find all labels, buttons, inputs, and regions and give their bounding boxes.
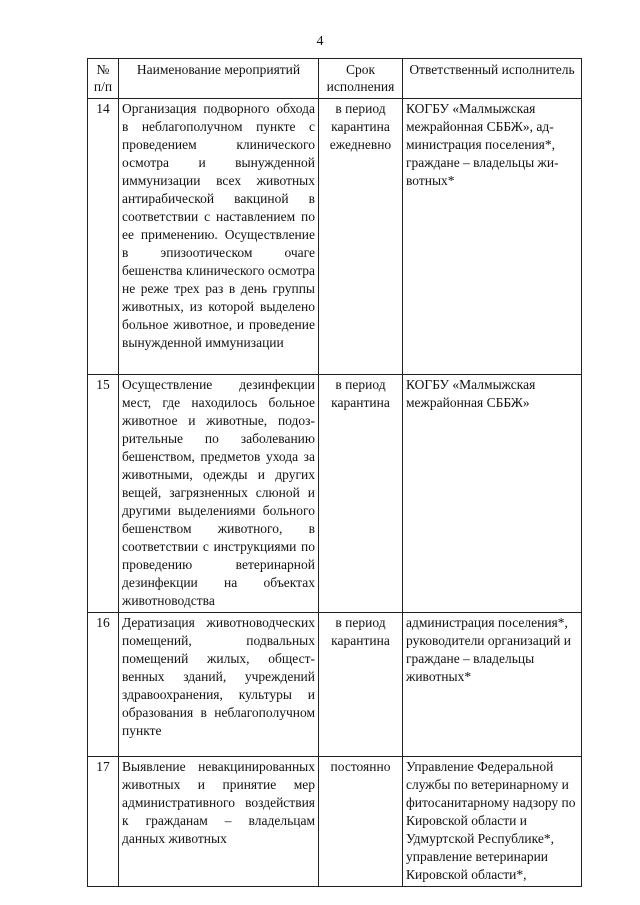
measure-name: Осуществление дезинфекции мест, где находилось больное животное и животные, подозрительные по заболеванию бешенством, предметов ухода за животными, одежды и других вещей, загрязненных слюной и другими выделениями больного бешенством животного, в соответствии с инструкциями по проведению ветеринарной дезинфекции на объектах животноводства: [119, 375, 319, 613]
header-deadline: Срок исполнения: [319, 59, 403, 99]
table-row: [88, 99, 582, 375]
header-responsible: Ответственный исполнитель: [403, 59, 582, 99]
measures-table: [87, 58, 582, 887]
responsible: Управление Федеральной службы по ветеринарному и фитосанитарному надзору по Кировской области и Удмуртской Республике*, управление ветеринарии Кировской области*,: [403, 757, 582, 887]
measure-name: Организация подворного обхода в неблагополучном пункте с проведением клинического осмотра и вынужденной иммунизации всех животных антирабической вакциной в соответствии с наставлением по ее применению. Осуществление в эпизоотическом очаге бешенства клинического осмотра не реже трех раз в день группы животных, из которой выделено больное животное, и проведение вынужденной иммунизации: [119, 99, 319, 375]
deadline: в период карантина: [319, 613, 403, 757]
deadline: в период карантина: [319, 375, 403, 613]
table-header-row: [88, 59, 582, 99]
row-number: 14: [88, 99, 119, 375]
deadline: в период карантина ежедневно: [319, 99, 403, 375]
row-number: 16: [88, 613, 119, 757]
table-row: [88, 375, 582, 613]
measure-name: Дератизация животноводческих помещений, подвальных помещений жилых, общественных зданий, учреждений здравоохранения, культуры и образования в неблагополучном пункте: [119, 613, 319, 757]
row-number: 15: [88, 375, 119, 613]
page-number: 4: [316, 34, 324, 49]
responsible: КОГБУ «Малмыжская межрайонная СББЖ»: [403, 375, 582, 613]
row-number: 17: [88, 757, 119, 887]
responsible: администрация поселения*, руководители организаций и граждане – владельцы животных*: [403, 613, 582, 757]
measure-name: Выявление невакцинированных животных и принятие мер административного воздействия к гражданам – владельцам данных животных: [119, 757, 319, 887]
header-number: № п/п: [88, 59, 119, 99]
table-row: [88, 613, 582, 757]
responsible: КОГБУ «Малмыжская межрайонная СББЖ», администрация поселения*, граждане – владельцы животных*: [403, 99, 582, 375]
deadline: постоянно: [319, 757, 403, 887]
table-row: [88, 757, 582, 887]
header-measure-name: Наименование мероприятий: [119, 59, 319, 99]
